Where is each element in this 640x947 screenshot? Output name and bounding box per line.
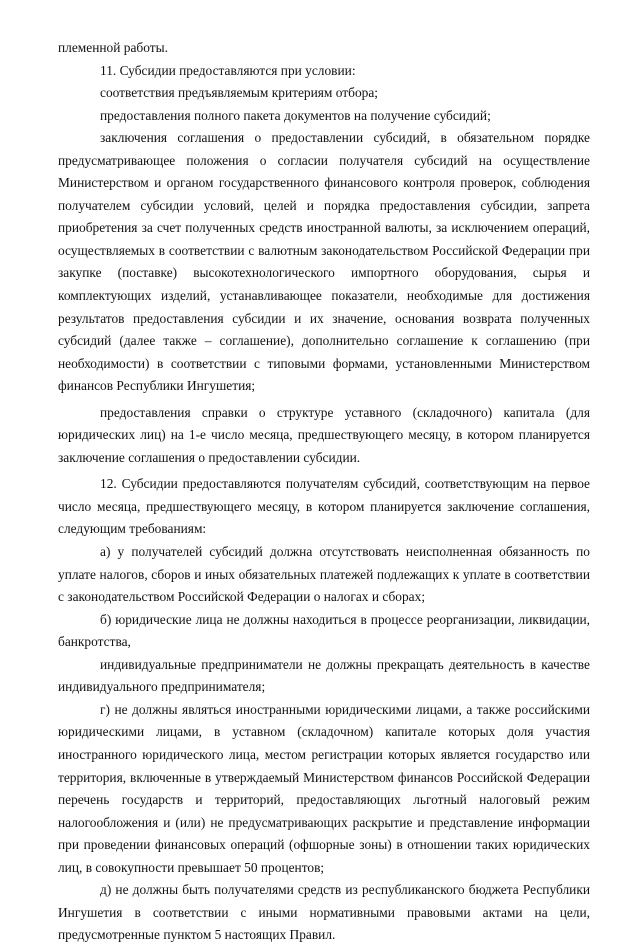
paragraph-individual-entrepreneurs: индивидуальные предприниматели не должны прекращать деятельность в качестве индивидуального предпринимателя;: [58, 656, 590, 695]
paragraph-capital-certificate: предоставления справки о структуре уставного (складочного) капитала (для юридических лиц) на 1-е число месяца, предшествующего месяцу, в котором планируется заключение соглашения о предоставлении субсидии.: [58, 404, 590, 465]
paragraph-documents: предоставления полного пакета документов на получение субсидий;: [100, 107, 491, 123]
paragraph-criteria: соответствия предъявляемым критериям отбора;: [100, 85, 378, 101]
paragraph-requirement-b: б) юридические лица не должны находиться в процессе реорганизации, ликвидации, банкротства,: [58, 611, 590, 650]
paragraph-requirement-g: г) не должны являться иностранными юридическими лицами, а также российскими юридическими лицами, в уставном (складочном) капитале которых доля участия иностранного юридического лица, местом регистрации которых является государство или территория, включенные в утверждаемый Министерством финансов Российской Федерации перечень государств и территорий, предоставляющих льготный налоговый режим налогообложения и (или) не предусматривающих раскрытие и представление информации при проведении финансовых операций (офшорные зоны) в отношении таких юридических лиц, в совокупности превышает 50 процентов;: [58, 701, 590, 875]
document-body: [58, 37, 590, 947]
paragraph-agreement: заключения соглашения о предоставлении субсидий, в обязательном порядке предусматривающее положения о согласии получателя субсидий на осуществление Министерством и органом государственного финансового контроля проверок, соблюдения получателем субсидии условий, целей и порядка предоставления субсидии, запрета приобретения за счет полученных средств иностранной валюты, за исключением операций, осуществляемых в соответствии с валютным законодательством Российской Федерации при закупке (поставке) высокотехнологического импортного оборудования, сырья и комплектующих изделий, устанавливающее показатели, необходимые для достижения результатов предоставления субсидии и их значение, основания возврата полученных субсидий (далее также – соглашение), дополнительно соглашение к соглашению (при необходимости) в соответствии с типовыми формами, установленными Министерством финансов Республики Ингушетия;: [58, 130, 590, 394]
paragraph-continuation: племенной работы.: [58, 40, 168, 55]
paragraph-item-12: 12. Субсидии предоставляются получателям субсидий, соответствующим на первое число месяца, предшествующего месяцу, в котором планируется заключение соглашения, следующим требованиям:: [58, 476, 590, 537]
paragraph-requirement-a: а) у получателей субсидий должна отсутствовать неисполненная обязанность по уплате налогов, сборов и иных обязательных платежей подлежащих к уплате в соответствии с законодательством Российской Федерации о налогах и сборах;: [58, 544, 590, 605]
paragraph-requirement-d: д) не должны быть получателями средств из республиканского бюджета Республики Ингушетия в соответствии с иными нормативными правовыми актами на цели, предусмотренные пунктом 5 настоящих Правил.: [58, 882, 590, 943]
paragraph-item-11: 11. Субсидии предоставляются при условии:: [100, 62, 356, 78]
